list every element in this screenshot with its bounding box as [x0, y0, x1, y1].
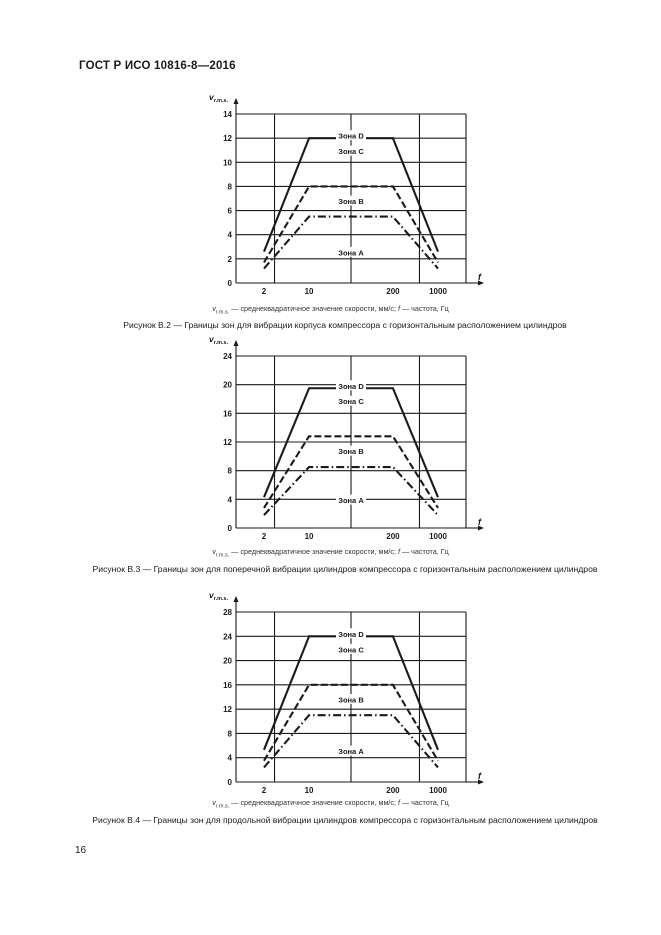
- y-tick-label: 28: [223, 608, 232, 617]
- x-tick-label: 200: [386, 786, 400, 795]
- caption-b3: Рисунок В.3 — Границы зон для поперечной вибрации цилиндров компрессора с горизонтальным расположением цилиндров: [92, 564, 598, 574]
- zone-label: Зона D: [338, 629, 364, 639]
- y-tick-label: 0: [227, 778, 232, 787]
- caption-b2: Рисунок В.2 — Границы зон для вибрации корпуса компрессора с горизонтальным расположением цилиндров: [123, 320, 567, 330]
- zone-label: Зона D: [338, 131, 364, 141]
- y-tick-label: 8: [227, 729, 232, 739]
- x-tick-label: 200: [386, 532, 400, 541]
- y-tick-label: 12: [223, 705, 232, 715]
- zone-label: Зона B: [338, 695, 364, 705]
- legend-f: f: [397, 304, 400, 313]
- y-tick-label: 20: [223, 656, 232, 666]
- legend-sub: r.m.s.: [215, 552, 230, 559]
- x-axis-label: f: [478, 517, 481, 527]
- legend-var: v: [212, 547, 216, 556]
- zone-label: Зона A: [338, 248, 364, 258]
- y-tick-label: 0: [227, 524, 232, 533]
- x-tick-label: 1000: [429, 532, 447, 541]
- y-axis-label: $v_{r.m.s.}$: [209, 92, 229, 104]
- y-tick-label: 4: [227, 230, 232, 240]
- x-tick-label: 10: [304, 287, 314, 296]
- y-tick-label: 14: [223, 110, 232, 119]
- y-tick-label: 6: [227, 206, 232, 216]
- legend-text: — среднеквадратичное значение скорости, мм/с;: [229, 547, 398, 556]
- y-axis-label: $v_{r.m.s.}$: [209, 334, 229, 346]
- zone-label: Зона C: [338, 397, 364, 407]
- caption-b4: Рисунок В.4 — Границы зон для продольной вибрации цилиндров компрессора с горизонтальным расположением цилиндров: [92, 815, 598, 825]
- zone-label: Зона B: [338, 197, 364, 207]
- y-tick-label: 24: [223, 632, 232, 642]
- legend-f-text: — частота, Гц: [399, 547, 449, 556]
- y-tick-label: 8: [227, 182, 232, 192]
- y-tick-label: 4: [227, 495, 232, 505]
- y-tick-label: 16: [223, 409, 232, 419]
- y-tick-label: 0: [227, 279, 232, 288]
- zone-label: Зона D: [338, 381, 364, 391]
- x-tick-label: 2: [261, 287, 267, 296]
- y-axis-label: $v_{r.m.s.}$: [209, 590, 229, 602]
- x-tick-label: 1000: [429, 287, 447, 296]
- zone-label: Зона A: [338, 747, 364, 757]
- zone-label: Зона C: [338, 147, 364, 157]
- legend-f-text: — частота, Гц: [399, 798, 449, 807]
- document-header: ГОСТ Р ИСО 10816-8—2016: [79, 60, 236, 72]
- x-tick-label: 200: [386, 287, 400, 296]
- legend-text: — среднеквадратичное значение скорости, мм/с;: [229, 304, 398, 313]
- legend-f: f: [397, 547, 400, 556]
- y-tick-label: 20: [223, 380, 232, 390]
- zone-label: Зона C: [338, 645, 364, 655]
- zone-label: Зона B: [338, 447, 364, 457]
- legend-f: f: [397, 798, 400, 807]
- x-tick-label: 1000: [429, 786, 447, 795]
- y-tick-label: 12: [223, 438, 232, 447]
- legend-var: v: [212, 798, 216, 807]
- y-tick-label: 12: [223, 134, 232, 144]
- zone-label: Зона A: [338, 496, 364, 506]
- y-axis-arrowhead: [234, 596, 239, 602]
- legend-text: — среднеквадратичное значение скорости, мм/с;: [229, 798, 398, 807]
- x-axis-label: f: [478, 771, 481, 781]
- legend-b4: [0, 798, 661, 809]
- page-number: 16: [75, 845, 87, 856]
- legend-var: v: [212, 304, 216, 313]
- y-tick-label: 10: [223, 158, 232, 168]
- y-tick-label: 2: [227, 254, 232, 264]
- y-tick-label: 24: [223, 352, 232, 361]
- legend-sub: r.m.s.: [215, 803, 230, 810]
- y-tick-label: 16: [223, 680, 232, 690]
- y-tick-label: 8: [227, 466, 232, 476]
- legend-f-text: — частота, Гц: [399, 304, 449, 313]
- legend-sub: r.m.s.: [215, 309, 230, 316]
- x-tick-label: 2: [261, 786, 267, 795]
- x-axis-label: f: [478, 272, 481, 282]
- x-tick-label: 10: [304, 532, 314, 541]
- x-tick-label: 2: [261, 532, 267, 541]
- y-tick-label: 4: [227, 753, 232, 763]
- x-tick-label: 10: [304, 786, 314, 795]
